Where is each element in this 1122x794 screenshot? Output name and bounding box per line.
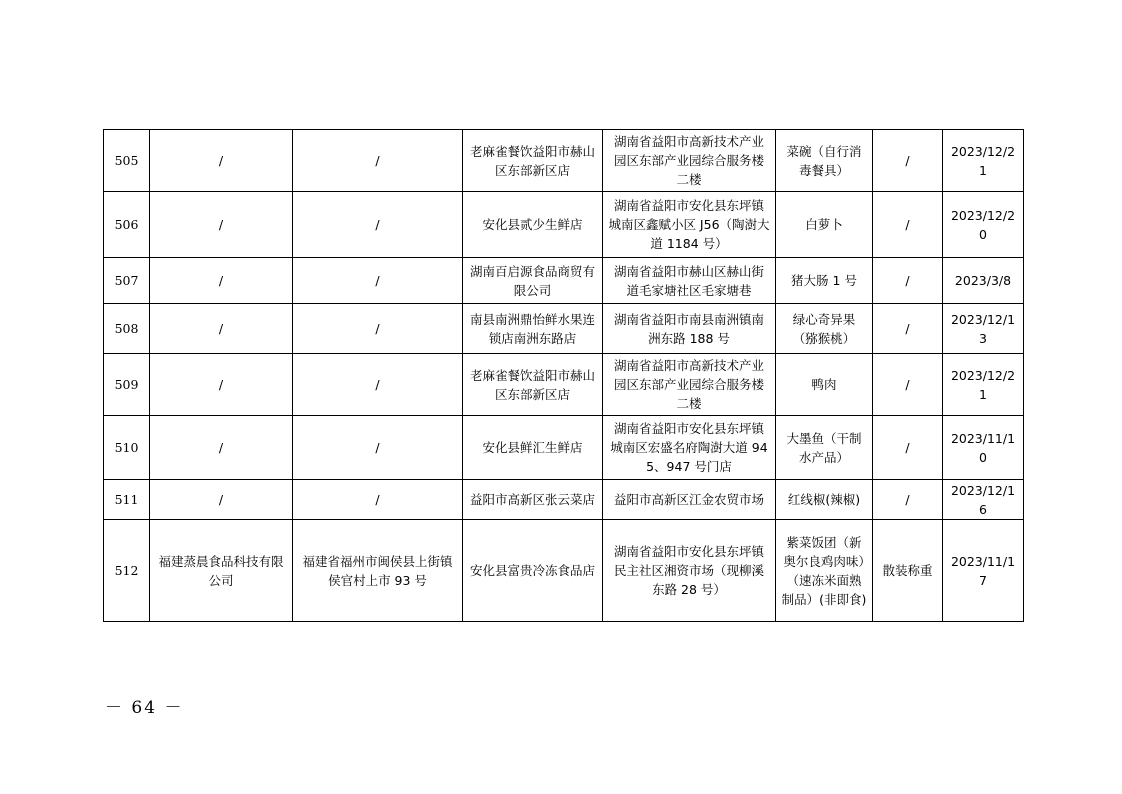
specification-cell: / [873,354,943,416]
product-name-cell: 紫菜饭团（新奥尔良鸡肉味）（速冻米面熟制品）(非即食) [776,520,873,622]
row-number: 506 [104,192,150,258]
manufacturer-address-cell: / [293,480,463,520]
table-row [104,354,1024,416]
production-date-cell: 2023/12/21 [943,130,1024,192]
table-body [104,130,1024,622]
production-date-cell: 2023/12/21 [943,354,1024,416]
inspection-table [103,129,1024,622]
production-date-cell: 2023/11/17 [943,520,1024,622]
row-number: 510 [104,416,150,480]
manufacturer-address-cell: 福建省福州市闽侯县上街镇侯官村上市 93 号 [293,520,463,622]
product-name-cell: 红线椒(辣椒) [776,480,873,520]
manufacturer-address-cell: / [293,258,463,304]
sampled-address-cell: 湖南省益阳市安化县东坪镇城南区鑫赋小区 J56（陶澍大道 1184 号） [603,192,776,258]
sampled-unit-cell: 老麻雀餐饮益阳市赫山区东部新区店 [463,354,603,416]
sampled-unit-cell: 老麻雀餐饮益阳市赫山区东部新区店 [463,130,603,192]
sampled-unit-cell: 益阳市高新区张云菜店 [463,480,603,520]
specification-cell: / [873,304,943,354]
sampled-address-cell: 益阳市高新区江金农贸市场 [603,480,776,520]
sampled-address-cell: 湖南省益阳市安化县东坪镇城南区宏盛名府陶澍大道 945、947 号门店 [603,416,776,480]
table-row [104,304,1024,354]
manufacturer-address-cell: / [293,354,463,416]
table-row [104,520,1024,622]
specification-cell: / [873,480,943,520]
sampled-unit-cell: 安化县富贵冷冻食品店 [463,520,603,622]
page-number: － 64 － [105,698,184,718]
manufacturer-cell: / [150,304,293,354]
manufacturer-cell: / [150,130,293,192]
sampled-address-cell: 湖南省益阳市安化县东坪镇民主社区湘资市场（现柳溪东路 28 号） [603,520,776,622]
sampled-unit-cell: 南县南洲鼎怡鲜水果连锁店南洲东路店 [463,304,603,354]
sampled-unit-cell: 湖南百启源食品商贸有限公司 [463,258,603,304]
row-number: 507 [104,258,150,304]
product-name-cell: 鸭肉 [776,354,873,416]
manufacturer-cell: / [150,258,293,304]
production-date-cell: 2023/3/8 [943,258,1024,304]
production-date-cell: 2023/12/13 [943,304,1024,354]
row-number: 508 [104,304,150,354]
sampled-address-cell: 湖南省益阳市高新技术产业园区东部产业园综合服务楼二楼 [603,130,776,192]
manufacturer-cell: / [150,192,293,258]
manufacturer-address-cell: / [293,130,463,192]
manufacturer-cell: / [150,354,293,416]
table-row [104,130,1024,192]
specification-cell: / [873,416,943,480]
manufacturer-address-cell: / [293,192,463,258]
production-date-cell: 2023/12/16 [943,480,1024,520]
specification-cell: / [873,258,943,304]
table-row [104,192,1024,258]
sampled-address-cell: 湖南省益阳市赫山区赫山街道毛家塘社区毛家塘巷 [603,258,776,304]
product-name-cell: 绿心奇异果（猕猴桃） [776,304,873,354]
sampled-unit-cell: 安化县鲜汇生鲜店 [463,416,603,480]
row-number: 512 [104,520,150,622]
specification-cell: / [873,192,943,258]
row-number: 505 [104,130,150,192]
table-row [104,258,1024,304]
manufacturer-cell: 福建蒸晨食品科技有限公司 [150,520,293,622]
sampled-address-cell: 湖南省益阳市南县南洲镇南洲东路 188 号 [603,304,776,354]
manufacturer-cell: / [150,416,293,480]
sampled-unit-cell: 安化县贰少生鲜店 [463,192,603,258]
production-date-cell: 2023/12/20 [943,192,1024,258]
table-row [104,416,1024,480]
product-name-cell: 猪大肠 1 号 [776,258,873,304]
product-name-cell: 菜碗（自行消毒餐具） [776,130,873,192]
manufacturer-cell: / [150,480,293,520]
product-name-cell: 大墨鱼（干制水产品） [776,416,873,480]
production-date-cell: 2023/11/10 [943,416,1024,480]
specification-cell: / [873,130,943,192]
manufacturer-address-cell: / [293,416,463,480]
row-number: 509 [104,354,150,416]
sampled-address-cell: 湖南省益阳市高新技术产业园区东部产业园综合服务楼二楼 [603,354,776,416]
product-name-cell: 白萝卜 [776,192,873,258]
table-row [104,480,1024,520]
specification-cell: 散装称重 [873,520,943,622]
manufacturer-address-cell: / [293,304,463,354]
row-number: 511 [104,480,150,520]
